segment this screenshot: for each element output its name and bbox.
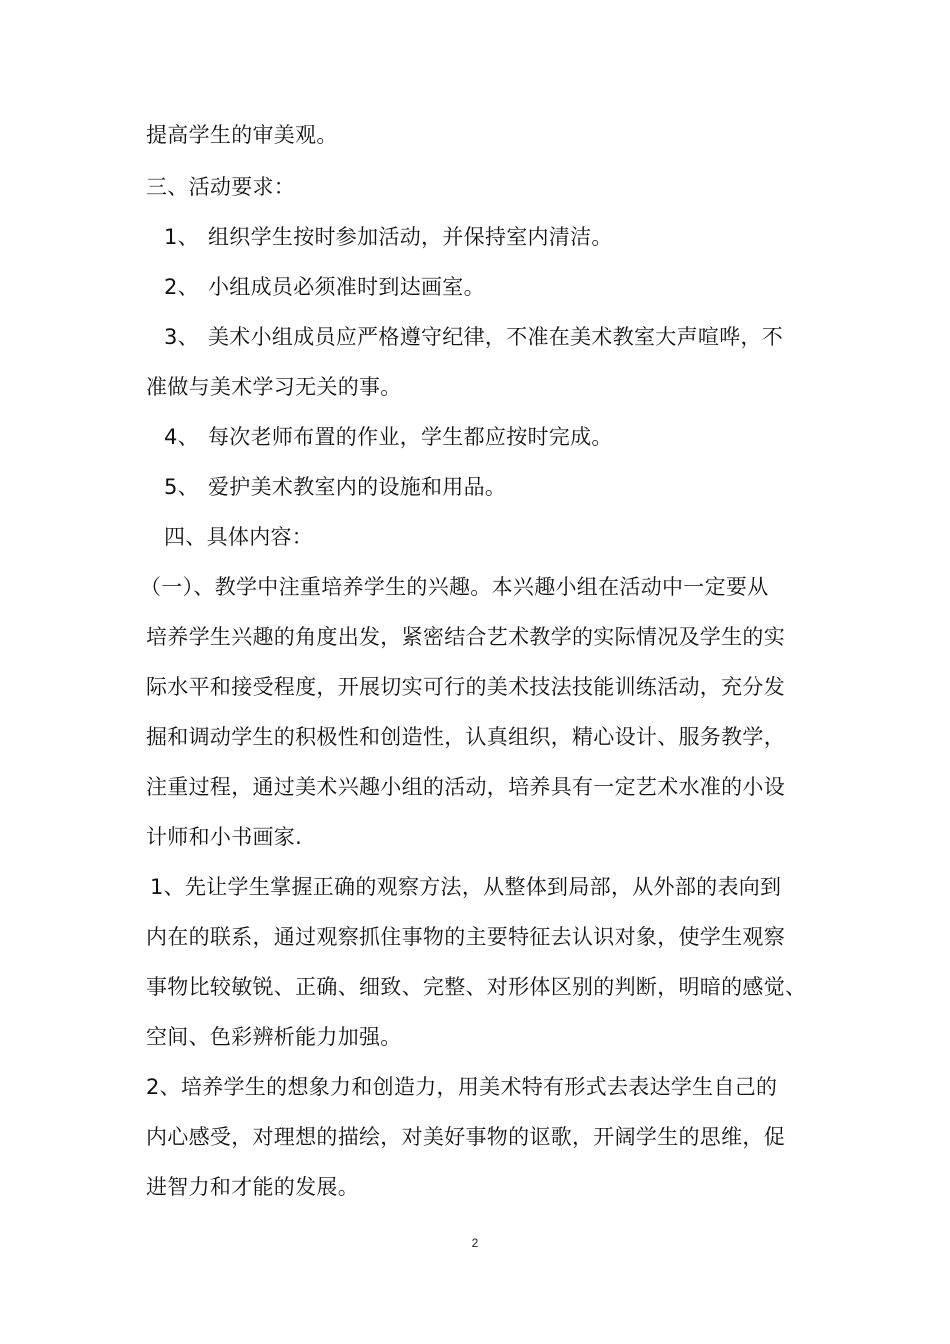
paragraph-line: 计师和小书画家. — [146, 825, 303, 849]
requirement-item-5 — [164, 472, 834, 502]
paragraph-line: 1、先让学生掌握正确的观察方法，从整体到局部，从外部的表向到 — [150, 875, 782, 899]
item-text: 爱护美术教室内的设施和用品。 — [208, 475, 507, 499]
paragraph-line: 进智力和才能的发展。 — [146, 1175, 359, 1199]
paragraph-line: 际水平和接受程度，开展切实可行的美术技法技能训练活动，充分发 — [146, 675, 785, 699]
item-text: 每次老师布置的作业，学生都应按时完成。 — [208, 425, 613, 449]
item-number: 3、 — [164, 325, 199, 349]
paragraph-line: （一）、教学中注重培养学生的兴趣。本兴趣小组在活动中一定要从 — [140, 575, 769, 599]
item-number: 2、 — [164, 275, 199, 299]
paragraph-line: 注重过程，通过美术兴趣小组的活动，培养具有一定艺术水准的小设 — [146, 775, 785, 799]
requirement-item-3 — [164, 322, 834, 352]
paragraph-line: 内在的联系，通过观察抓住事物的主要特征去认识对象，使学生观察 — [146, 925, 785, 949]
item-number: 1、 — [164, 225, 199, 249]
paragraph-line: 事物比较敏锐、正确、细致、完整、对形体区别的判断，明暗的感觉、 — [146, 975, 807, 999]
item-number: 4、 — [164, 425, 199, 449]
item-text: 组织学生按时参加活动，并保持室内清洁。 — [208, 225, 613, 249]
paragraph-line: 内心感受，对理想的描绘，对美好事物的讴歌，开阔学生的思维，促 — [146, 1125, 785, 1149]
intro-tail-line: 提高学生的审美观。 — [146, 123, 338, 147]
requirement-item-2 — [164, 272, 834, 302]
item-text: 小组成员必须准时到达画室。 — [208, 275, 485, 299]
section4-heading: 四、具体内容： — [164, 525, 314, 549]
section3-heading: 三、活动要求： — [146, 175, 296, 199]
paragraph-line: 空间、色彩辨析能力加强。 — [146, 1025, 402, 1049]
page-number: 2 — [471, 1236, 479, 1250]
paragraph-line: 2、培养学生的想象力和创造力，用美术特有形式去表达学生自己的 — [146, 1075, 778, 1099]
requirement-item-3-continuation: 准做与美术学习无关的事。 — [146, 375, 402, 399]
paragraph-line: 掘和调动学生的积极性和创造性，认真组织，精心设计、服务教学， — [146, 725, 785, 749]
item-number: 5、 — [164, 475, 199, 499]
paragraph-line: 培养学生兴趣的角度出发，紧密结合艺术教学的实际情况及学生的实 — [146, 625, 785, 649]
item-text: 美术小组成员应严格遵守纪律，不准在美术教室大声喧哗，不 — [208, 325, 784, 349]
requirement-item-4 — [164, 422, 834, 452]
requirement-item-1 — [164, 222, 834, 252]
